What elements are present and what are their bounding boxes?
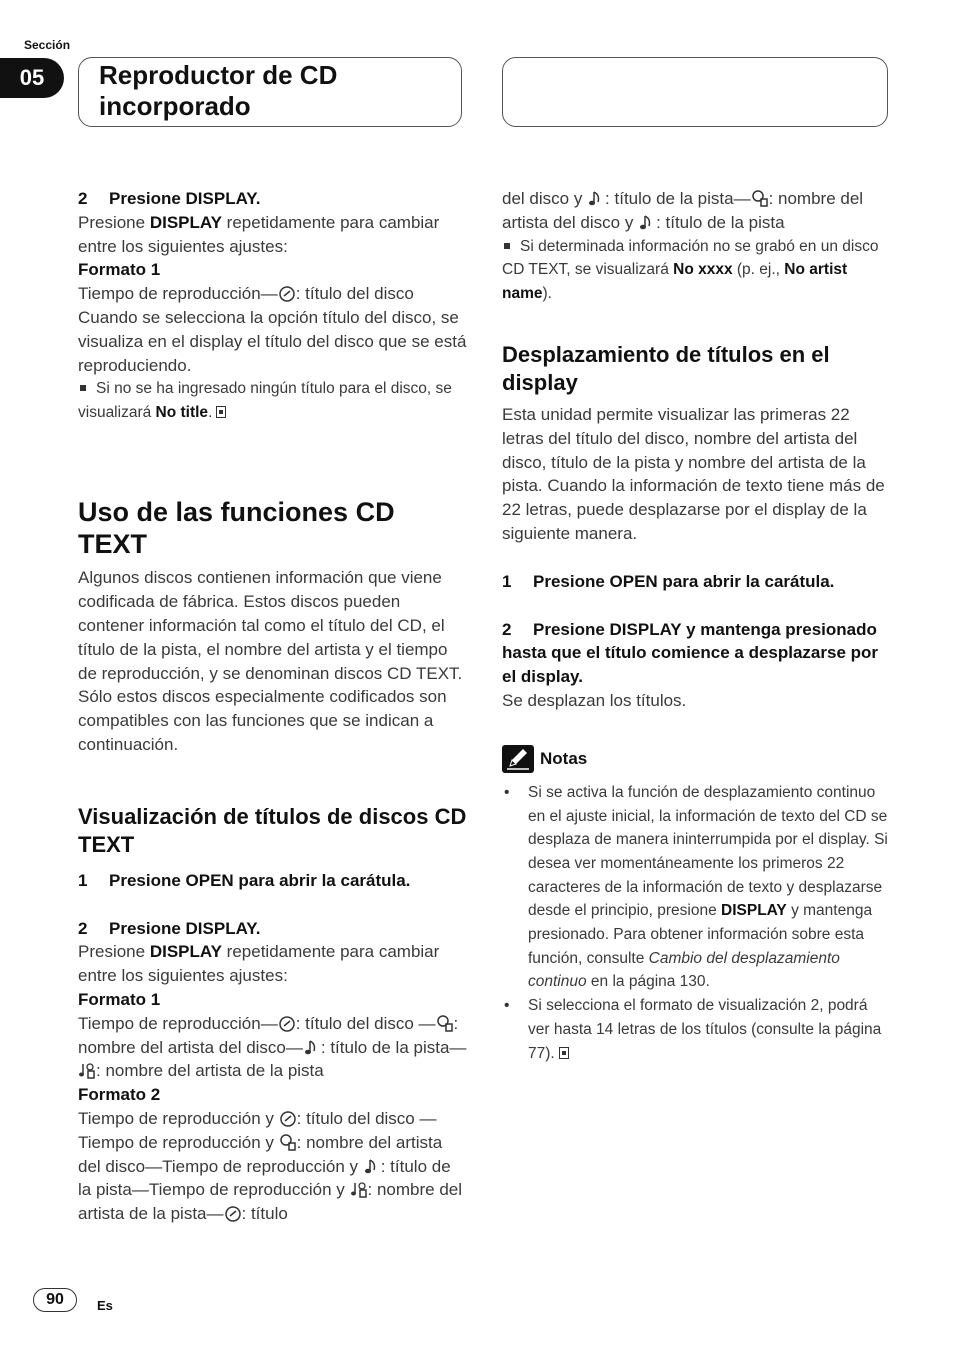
- artist-icon: [751, 190, 769, 207]
- notes-list: [502, 781, 890, 1065]
- page-number: 90: [33, 1288, 77, 1312]
- format-2-label: Formato 2: [78, 1085, 161, 1105]
- track-icon: [587, 190, 605, 207]
- format-1-line: Tiempo de reproducción— : título del disco: [78, 284, 414, 304]
- track-artist-icon: [350, 1181, 368, 1198]
- step-2-body: Presione DISPLAY repetidamente para cambiar entre los siguientes ajustes:: [78, 212, 440, 256]
- language-code: Es: [97, 1298, 113, 1313]
- header-blank-box: [502, 57, 888, 127]
- end-mark-icon: [559, 1047, 569, 1059]
- notes-header: Notas: [502, 745, 890, 773]
- format-1-label: Formato 1: [78, 260, 161, 280]
- format-2-continuation: del disco y : título de la pista— : nombre del artista del disco y : título de la pista: [502, 189, 864, 232]
- scroll-description: Esta unidad permite visualizar las primeras 22 letras del título del disco, nombre del artista del disco, título de la pista y nombre del artista de la pista. Cuando la información de texto tiene más de 22 letras, puede desplazarse por el display de la siguiente manera.: [502, 405, 885, 544]
- pencil-note-icon: [502, 745, 534, 773]
- section-number-badge: 05: [0, 58, 64, 98]
- disc-icon: [278, 285, 296, 302]
- heading-cd-text: Uso de las funciones CD TEXT: [78, 497, 395, 560]
- disc-icon: [224, 1205, 242, 1222]
- track-artist-icon: [78, 1062, 96, 1079]
- step-1-open-right: 1 Presione OPEN para abrir la carátula.: [502, 571, 835, 591]
- heading-scroll-titles: Desplazamiento de títulos en el display: [502, 342, 830, 396]
- disc-icon: [278, 1015, 296, 1032]
- track-icon: [638, 214, 656, 231]
- track-icon: [303, 1039, 321, 1056]
- note-no-title: Si no se ha ingresado ningún título para el disco, se visualizará No title.: [78, 380, 452, 421]
- page-title: Reproductor de CD incorporado: [78, 57, 462, 127]
- intro-paragraph: Algunos discos contienen información que viene codificada de fábrica. Estos discos pueden contener información tal como el título del CD, el título de la pista, el nombre del artista y el tiempo de reproducción, y se denominan discos CD TEXT. Sólo estos discos especialmente codificados son compatibles con las funciones que se indican a continuación.: [78, 568, 463, 754]
- note-item: • Si se activa la función de desplazamiento continuo en el ajuste inicial, la información de texto del CD se desplaza de manera ininterrumpida por el display. Si desea ver momentáneamente los primeros 22 caracteres de la información de texto y desplazarse desde el principio, presione DISPLAY y mantenga presionado. Para obtener información sobre esta función, consulte Cambio del desplazamiento continuo en la página 130.: [502, 781, 890, 994]
- format-1-description: Cuando se selecciona la opción título del disco, se visualiza en el display el título del disco que se está reproduciendo.: [78, 307, 467, 375]
- step-2-display: 2 Presione DISPLAY.: [78, 189, 261, 208]
- artist-icon: [279, 1134, 297, 1151]
- step-2b-body: Presione DISPLAY repetidamente para cambiar entre los siguientes ajustes:: [78, 942, 440, 986]
- note-item: • Si selecciona el formato de visualización 2, podrá ver hasta 14 letras de los títulos (consulte la página 77).: [502, 994, 890, 1065]
- artist-icon: [436, 1015, 454, 1032]
- step-2-hold-display: 2 Presione DISPLAY y mantenga presionado hasta que el título comience a desplazarse por el display.: [502, 619, 879, 687]
- format-1b-text: Tiempo de reproducción— : título del disco — : nombre del artista del disco— : título de la pista— : nombre del artista de la pista: [78, 1013, 467, 1081]
- end-mark-icon: [216, 406, 226, 418]
- format-2-text: Tiempo de reproducción y : título del disco —Tiempo de reproducción y : nombre del artista del disco—Tiempo de reproducción y : título de la pista—Tiempo de reproducción y : nombre del artista de la pista— : título: [78, 1108, 463, 1224]
- track-icon: [363, 1158, 381, 1175]
- step-2-result: Se desplazan los títulos.: [502, 691, 687, 711]
- step-2-display-b: 2 Presione DISPLAY.: [78, 918, 261, 938]
- left-column: [78, 187, 468, 1226]
- heading-display-titles: Visualización de títulos de discos CD TEXT: [78, 803, 467, 857]
- section-label: Sección: [24, 38, 71, 52]
- format-1b-label: Formato 1: [78, 989, 161, 1009]
- right-column: [502, 187, 890, 1065]
- note-no-xxxx: Si determinada información no se grabó en un disco CD TEXT, se visualizará No xxxx (p. ej., No artist name).: [502, 237, 879, 302]
- disc-icon: [279, 1110, 297, 1127]
- step-1-open: 1 Presione OPEN para abrir la carátula.: [78, 870, 411, 890]
